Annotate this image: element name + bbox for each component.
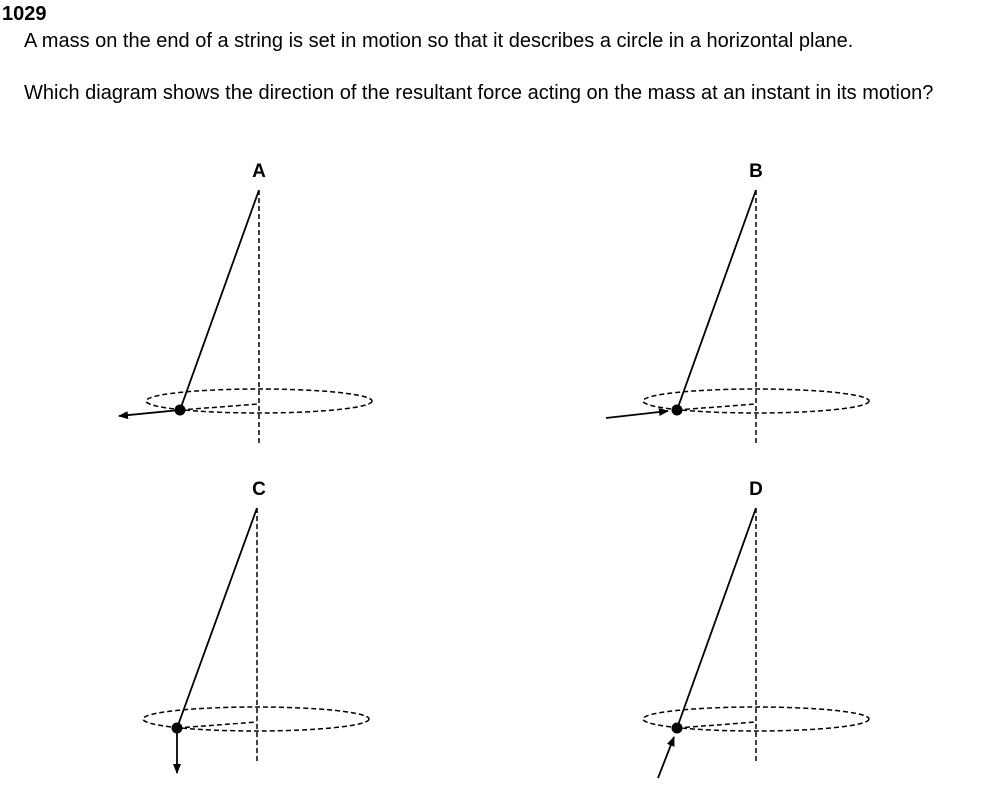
string	[677, 190, 756, 410]
diagram-a-label: A	[252, 161, 266, 182]
radius-line	[180, 404, 259, 410]
mass	[672, 405, 683, 416]
diagram-d	[643, 508, 869, 778]
force-arrow	[658, 737, 674, 778]
diagram-d-label: D	[749, 479, 763, 500]
diagram-b-label: B	[749, 161, 763, 182]
diagram-c-label: C	[252, 479, 266, 500]
force-arrow	[606, 411, 668, 418]
radius-line	[677, 404, 756, 410]
radius-line	[177, 722, 257, 728]
diagram-c	[143, 508, 369, 773]
question-prompt: Which diagram shows the direction of the resultant force acting on the mass at an instant in its motion?	[24, 82, 934, 104]
radius-line	[677, 722, 756, 728]
mass	[672, 723, 683, 734]
diagram-a	[119, 190, 372, 445]
string	[177, 508, 257, 728]
force-arrow	[119, 410, 180, 416]
string	[180, 190, 259, 410]
question-stem: A mass on the end of a string is set in motion so that it describes a circle in a horizontal plane.	[24, 30, 854, 52]
question-number: 1029	[2, 3, 47, 25]
diagram-b	[606, 190, 869, 445]
string	[677, 508, 756, 728]
